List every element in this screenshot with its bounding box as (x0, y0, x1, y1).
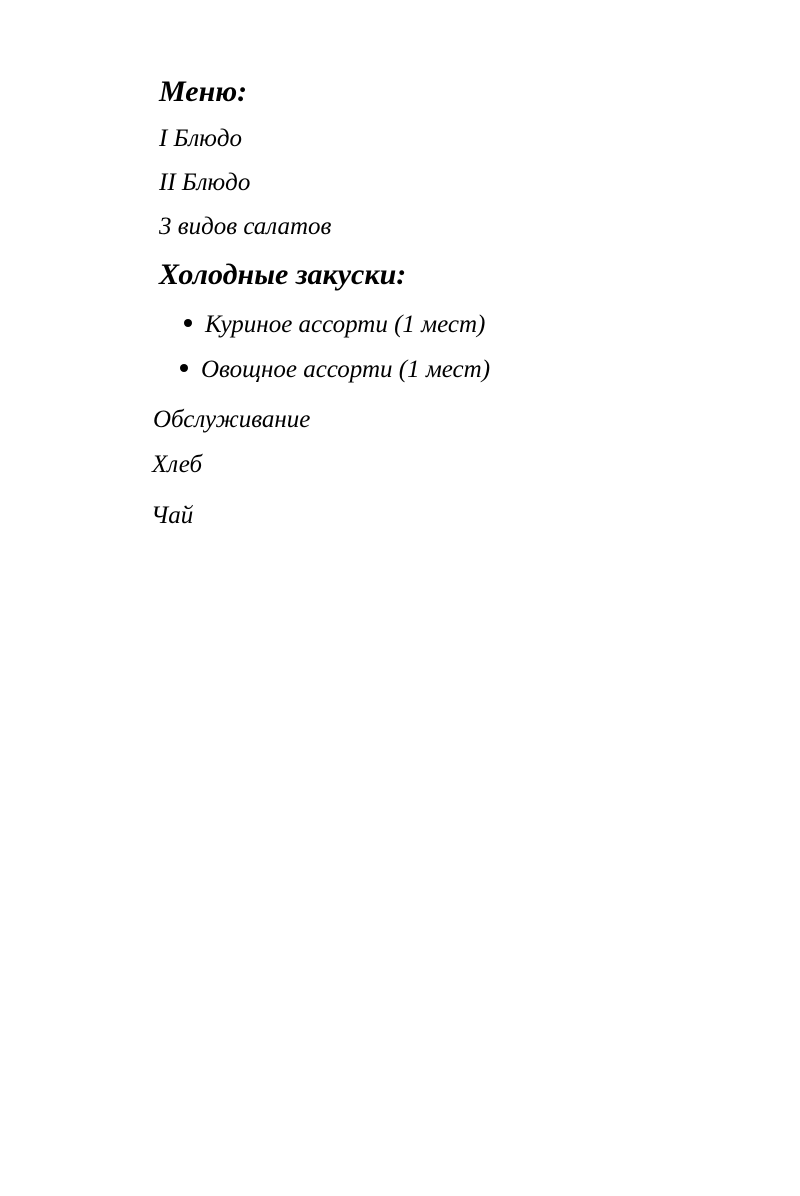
extra-item-service: Обслуживание (153, 406, 311, 433)
list-item (184, 312, 485, 337)
extra-item-bread: Хлеб (152, 451, 203, 478)
bullet-icon (184, 319, 192, 327)
menu-item-first-course: I Блюдо (159, 125, 242, 152)
bullet-icon (180, 364, 188, 372)
cold-snack-vegetable: Овощное ассорти (1 мест) (201, 356, 491, 383)
cold-snack-chicken: Куриное ассорти (1 мест) (205, 311, 486, 338)
extra-item-tea: Чай (151, 502, 194, 529)
list-item (180, 357, 490, 382)
menu-item-salads: 3 видов салатов (159, 213, 332, 240)
menu-item-second-course: II Блюдо (159, 169, 251, 196)
menu-heading: Меню: (159, 75, 248, 108)
cold-snacks-heading: Холодные закуски: (159, 258, 407, 291)
